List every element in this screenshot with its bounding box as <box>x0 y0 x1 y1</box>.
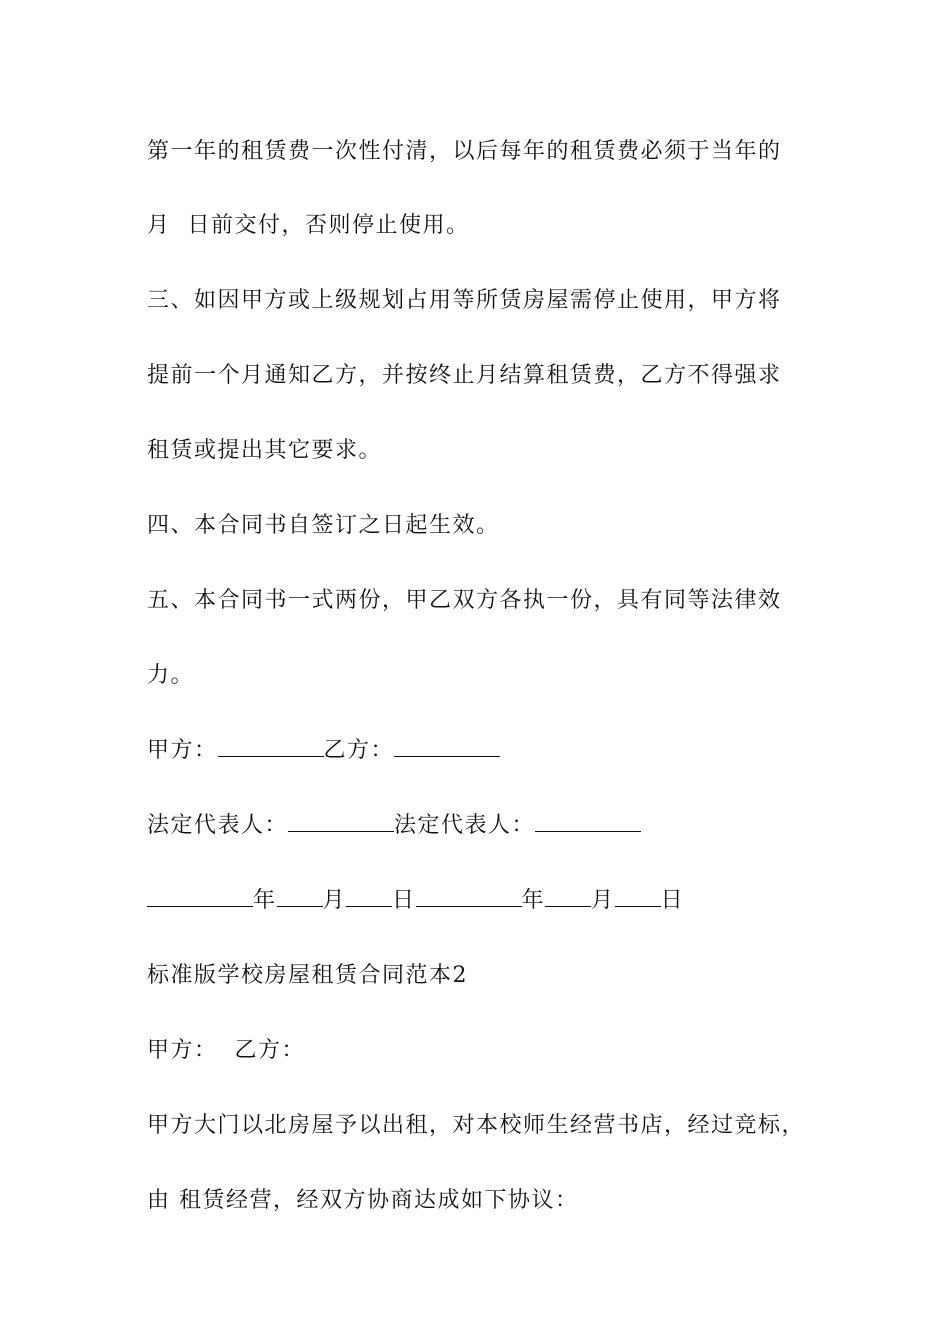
signature-parties-line <box>147 736 837 766</box>
section2-parties: 甲方： 乙方： <box>147 1038 305 1063</box>
section2-paragraph-line-2: 由 租赁经营，经双方协商达成如下协议： <box>147 1188 579 1213</box>
year-a-blank <box>147 886 253 907</box>
party-b-label: 乙方： <box>323 738 395 763</box>
day-b-label: 日 <box>660 888 685 913</box>
paragraph-line-5: 租赁或提出其它要求。 <box>147 438 383 463</box>
month-b-blank <box>545 886 591 907</box>
paragraph-line-4: 提前一个月通知乙方，并按终止月结算租赁费，乙方不得强求 <box>147 363 782 388</box>
year-a-label: 年 <box>253 888 277 913</box>
month-a-label: 月 <box>322 888 347 913</box>
year-b-label: 年 <box>521 888 546 913</box>
section2-title: 标准版学校房屋租赁合同范本2 <box>147 963 468 988</box>
rep-b-blank <box>535 811 641 832</box>
rep-a-blank <box>288 811 394 832</box>
section2-paragraph-line-1: 甲方大门以北房屋予以出租，对本校师生经营书店，经过竞标， <box>147 1113 806 1138</box>
signature-representatives-line <box>147 811 837 841</box>
party-b-blank <box>394 736 500 757</box>
party-a-label: 甲方： <box>147 738 218 763</box>
rep-a-label: 法定代表人： <box>147 813 289 838</box>
day-b-blank <box>615 886 661 907</box>
day-a-label: 日 <box>392 888 416 913</box>
paragraph-line-6: 四、本合同书自签订之日起生效。 <box>147 513 500 538</box>
day-a-blank <box>346 886 392 907</box>
rep-b-label: 法定代表人： <box>394 813 536 838</box>
party-a-blank <box>218 736 324 757</box>
signature-date-line <box>147 886 837 916</box>
paragraph-line-3: 三、如因甲方或上级规划占用等所赁房屋需停止使用，甲方将 <box>147 288 782 313</box>
paragraph-line-1: 第一年的租赁费一次性付清，以后每年的租赁费必须于当年的 <box>147 139 782 164</box>
month-a-blank <box>277 886 323 907</box>
paragraph-line-8: 力。 <box>147 663 195 688</box>
paragraph-line-2: 月 日前交付，否则停止使用。 <box>147 213 470 238</box>
month-b-label: 月 <box>591 888 615 913</box>
paragraph-line-7: 五、本合同书一式两份，甲乙双方各执一份，具有同等法律效 <box>147 588 782 613</box>
year-b-blank <box>416 886 522 907</box>
